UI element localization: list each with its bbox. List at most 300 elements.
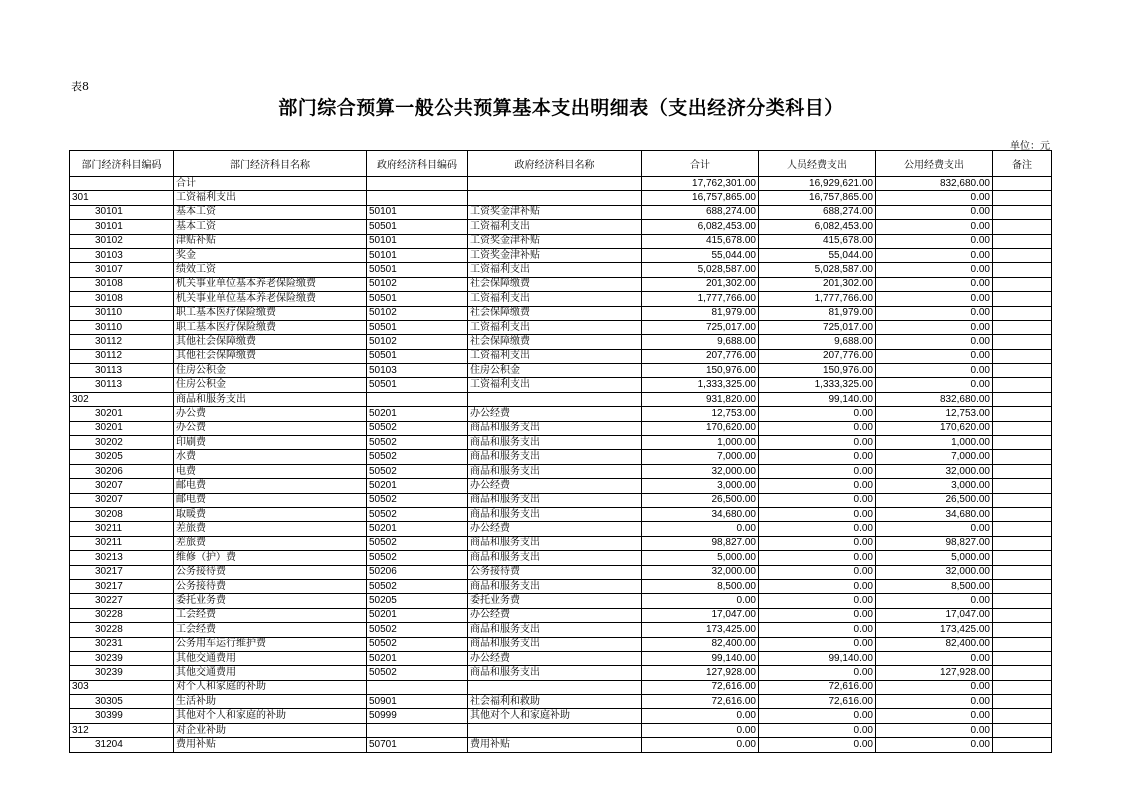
- cell-gov-name: 商品和服务支出: [468, 450, 642, 464]
- cell-gov-code: 50501: [367, 349, 468, 363]
- cell-dept-code: 30102: [70, 234, 174, 248]
- cell-gov-name: 工资奖金津补贴: [468, 205, 642, 219]
- cell-dept-name: 绩效工资: [174, 263, 367, 277]
- cell-gov-code: 50502: [367, 579, 468, 593]
- table-row: [70, 320, 1052, 334]
- cell-remark: [993, 378, 1052, 392]
- cell-gov-code: 50502: [367, 493, 468, 507]
- cell-personnel: 9,688.00: [759, 335, 876, 349]
- cell-dept-name: 机关事业单位基本养老保险缴费: [174, 277, 367, 291]
- cell-personnel: 688,274.00: [759, 205, 876, 219]
- cell-dept-name: 合计: [174, 177, 367, 191]
- cell-dept-name: 印刷费: [174, 436, 367, 450]
- cell-personnel: 0.00: [759, 623, 876, 637]
- cell-public: 0.00: [876, 306, 993, 320]
- cell-total: 150,976.00: [642, 364, 759, 378]
- cell-total: 12,753.00: [642, 407, 759, 421]
- cell-total: 98,827.00: [642, 536, 759, 550]
- cell-public: 173,425.00: [876, 623, 993, 637]
- cell-dept-name: 机关事业单位基本养老保险缴费: [174, 292, 367, 306]
- cell-dept-name: 工会经费: [174, 623, 367, 637]
- table-row: [70, 349, 1052, 363]
- cell-remark: [993, 651, 1052, 665]
- table-row: [70, 277, 1052, 291]
- header-public: 公用经费支出: [876, 151, 993, 177]
- cell-public: 0.00: [876, 248, 993, 262]
- cell-remark: [993, 335, 1052, 349]
- table-row: [70, 248, 1052, 262]
- cell-gov-code: 50103: [367, 364, 468, 378]
- cell-public: 0.00: [876, 349, 993, 363]
- table-row: [70, 507, 1052, 521]
- cell-personnel: 0.00: [759, 551, 876, 565]
- table-row: [70, 551, 1052, 565]
- cell-dept-code: 30231: [70, 637, 174, 651]
- cell-public: 32,000.00: [876, 565, 993, 579]
- table-row: [70, 536, 1052, 550]
- cell-personnel: 99,140.00: [759, 392, 876, 406]
- header-gov-name: 政府经济科目名称: [468, 151, 642, 177]
- table-row: [70, 695, 1052, 709]
- cell-public: 98,827.00: [876, 536, 993, 550]
- cell-remark: [993, 205, 1052, 219]
- cell-public: 0.00: [876, 709, 993, 723]
- unit-label: 单位：元: [1010, 141, 1050, 152]
- cell-personnel: 16,929,621.00: [759, 177, 876, 191]
- table-row: [70, 623, 1052, 637]
- cell-personnel: 1,777,766.00: [759, 292, 876, 306]
- cell-gov-name: 费用补贴: [468, 738, 642, 752]
- cell-public: 5,000.00: [876, 551, 993, 565]
- cell-personnel: 1,333,325.00: [759, 378, 876, 392]
- budget-detail-table: [69, 150, 1052, 753]
- cell-public: 26,500.00: [876, 493, 993, 507]
- cell-personnel: 0.00: [759, 594, 876, 608]
- cell-dept-code: 30205: [70, 450, 174, 464]
- cell-gov-name: 社会福利和救助: [468, 695, 642, 709]
- table-row: [70, 436, 1052, 450]
- cell-total: 32,000.00: [642, 565, 759, 579]
- table-row: [70, 579, 1052, 593]
- cell-total: 1,333,325.00: [642, 378, 759, 392]
- header-dept-code: 部门经济科目编码: [70, 151, 174, 177]
- cell-dept-name: 住房公积金: [174, 378, 367, 392]
- cell-dept-code: 30228: [70, 623, 174, 637]
- table-row: [70, 234, 1052, 248]
- cell-gov-name: 商品和服务支出: [468, 551, 642, 565]
- cell-remark: [993, 407, 1052, 421]
- cell-dept-name: 公务用车运行维护费: [174, 637, 367, 651]
- cell-total: 0.00: [642, 594, 759, 608]
- cell-public: 7,000.00: [876, 450, 993, 464]
- cell-public: 0.00: [876, 335, 993, 349]
- cell-total: 8,500.00: [642, 579, 759, 593]
- cell-dept-name: 职工基本医疗保险缴费: [174, 320, 367, 334]
- cell-personnel: 5,028,587.00: [759, 263, 876, 277]
- cell-personnel: 0.00: [759, 579, 876, 593]
- cell-personnel: 72,616.00: [759, 695, 876, 709]
- cell-dept-code: [70, 177, 174, 191]
- cell-dept-name: 工资福利支出: [174, 191, 367, 205]
- cell-gov-code: [367, 177, 468, 191]
- cell-gov-name: 工资福利支出: [468, 263, 642, 277]
- table-row: [70, 709, 1052, 723]
- table-row: [70, 292, 1052, 306]
- cell-gov-name: [468, 723, 642, 737]
- cell-personnel: 0.00: [759, 407, 876, 421]
- cell-remark: [993, 608, 1052, 622]
- cell-personnel: 0.00: [759, 565, 876, 579]
- cell-dept-name: 其他社会保障缴费: [174, 349, 367, 363]
- cell-gov-name: 商品和服务支出: [468, 666, 642, 680]
- table-row: [70, 306, 1052, 320]
- cell-gov-code: 50501: [367, 320, 468, 334]
- cell-dept-code: 30107: [70, 263, 174, 277]
- cell-dept-code: 30211: [70, 522, 174, 536]
- cell-remark: [993, 464, 1052, 478]
- cell-public: 17,047.00: [876, 608, 993, 622]
- cell-gov-code: 50999: [367, 709, 468, 723]
- cell-gov-code: [367, 723, 468, 737]
- cell-total: 0.00: [642, 738, 759, 752]
- cell-remark: [993, 507, 1052, 521]
- cell-gov-name: 社会保障缴费: [468, 306, 642, 320]
- cell-dept-code: 30202: [70, 436, 174, 450]
- cell-total: 173,425.00: [642, 623, 759, 637]
- cell-gov-name: 商品和服务支出: [468, 507, 642, 521]
- cell-dept-name: 邮电费: [174, 479, 367, 493]
- cell-remark: [993, 493, 1052, 507]
- cell-dept-code: 30217: [70, 565, 174, 579]
- cell-dept-code: 30103: [70, 248, 174, 262]
- cell-total: 16,757,865.00: [642, 191, 759, 205]
- cell-total: 201,302.00: [642, 277, 759, 291]
- header-gov-code: 政府经济科目编码: [367, 151, 468, 177]
- cell-gov-code: 50502: [367, 421, 468, 435]
- cell-dept-name: 津贴补贴: [174, 234, 367, 248]
- cell-total: 1,000.00: [642, 436, 759, 450]
- cell-gov-code: [367, 680, 468, 694]
- cell-gov-code: 50201: [367, 407, 468, 421]
- cell-dept-code: 30228: [70, 608, 174, 622]
- cell-remark: [993, 191, 1052, 205]
- cell-personnel: 0.00: [759, 436, 876, 450]
- cell-public: 1,000.00: [876, 436, 993, 450]
- cell-total: 6,082,453.00: [642, 220, 759, 234]
- cell-gov-name: 工资福利支出: [468, 220, 642, 234]
- table-row: [70, 205, 1052, 219]
- cell-gov-name: 商品和服务支出: [468, 637, 642, 651]
- cell-remark: [993, 680, 1052, 694]
- cell-gov-name: 工资福利支出: [468, 349, 642, 363]
- cell-remark: [993, 392, 1052, 406]
- table-row: [70, 407, 1052, 421]
- cell-dept-name: 邮电费: [174, 493, 367, 507]
- cell-public: 0.00: [876, 723, 993, 737]
- cell-public: 0.00: [876, 594, 993, 608]
- header-remark: 备注: [993, 151, 1052, 177]
- cell-total: 0.00: [642, 723, 759, 737]
- cell-remark: [993, 709, 1052, 723]
- cell-personnel: 0.00: [759, 464, 876, 478]
- cell-gov-code: 50502: [367, 536, 468, 550]
- cell-gov-name: 公务接待费: [468, 565, 642, 579]
- cell-remark: [993, 292, 1052, 306]
- cell-total: 127,928.00: [642, 666, 759, 680]
- cell-gov-name: 工资奖金津补贴: [468, 234, 642, 248]
- cell-remark: [993, 565, 1052, 579]
- cell-remark: [993, 738, 1052, 752]
- cell-gov-code: 50205: [367, 594, 468, 608]
- cell-dept-name: 其他交通费用: [174, 666, 367, 680]
- cell-gov-code: [367, 191, 468, 205]
- cell-gov-code: 50501: [367, 292, 468, 306]
- table-row: [70, 637, 1052, 651]
- cell-personnel: 0.00: [759, 666, 876, 680]
- cell-gov-code: 50101: [367, 205, 468, 219]
- cell-dept-code: 30207: [70, 479, 174, 493]
- cell-personnel: 72,616.00: [759, 680, 876, 694]
- table-row: [70, 335, 1052, 349]
- cell-gov-name: 其他对个人和家庭补助: [468, 709, 642, 723]
- cell-dept-code: 30110: [70, 320, 174, 334]
- cell-dept-code: 30201: [70, 421, 174, 435]
- cell-personnel: 0.00: [759, 536, 876, 550]
- page-title: 部门综合预算一般公共预算基本支出明细表（支出经济分类科目）: [278, 97, 844, 119]
- cell-personnel: 16,757,865.00: [759, 191, 876, 205]
- cell-gov-code: 50201: [367, 651, 468, 665]
- cell-public: 32,000.00: [876, 464, 993, 478]
- cell-total: 55,044.00: [642, 248, 759, 262]
- cell-dept-code: 301: [70, 191, 174, 205]
- cell-remark: [993, 364, 1052, 378]
- table-row: [70, 522, 1052, 536]
- cell-dept-name: 公务接待费: [174, 579, 367, 593]
- cell-total: 1,777,766.00: [642, 292, 759, 306]
- cell-gov-code: 50501: [367, 220, 468, 234]
- cell-gov-code: 50101: [367, 234, 468, 248]
- cell-public: 0.00: [876, 205, 993, 219]
- cell-gov-name: [468, 177, 642, 191]
- cell-public: 82,400.00: [876, 637, 993, 651]
- cell-remark: [993, 637, 1052, 651]
- cell-dept-code: 30113: [70, 364, 174, 378]
- cell-remark: [993, 522, 1052, 536]
- cell-public: 0.00: [876, 522, 993, 536]
- cell-gov-name: 商品和服务支出: [468, 464, 642, 478]
- cell-public: 0.00: [876, 292, 993, 306]
- cell-public: 832,680.00: [876, 177, 993, 191]
- cell-dept-name: 差旅费: [174, 536, 367, 550]
- cell-dept-name: 差旅费: [174, 522, 367, 536]
- cell-gov-code: 50502: [367, 450, 468, 464]
- cell-public: 0.00: [876, 651, 993, 665]
- cell-total: 170,620.00: [642, 421, 759, 435]
- cell-gov-name: [468, 392, 642, 406]
- cell-dept-name: 其他交通费用: [174, 651, 367, 665]
- cell-dept-name: 电费: [174, 464, 367, 478]
- cell-gov-code: 50501: [367, 263, 468, 277]
- cell-remark: [993, 436, 1052, 450]
- cell-dept-name: 委托业务费: [174, 594, 367, 608]
- cell-dept-name: 办公费: [174, 407, 367, 421]
- table-row: [70, 493, 1052, 507]
- cell-gov-code: 50102: [367, 306, 468, 320]
- cell-personnel: 81,979.00: [759, 306, 876, 320]
- cell-dept-name: 奖金: [174, 248, 367, 262]
- cell-dept-code: 30217: [70, 579, 174, 593]
- cell-total: 931,820.00: [642, 392, 759, 406]
- cell-dept-code: 30305: [70, 695, 174, 709]
- table-row: [70, 378, 1052, 392]
- cell-remark: [993, 479, 1052, 493]
- cell-dept-code: 30113: [70, 378, 174, 392]
- cell-gov-name: [468, 680, 642, 694]
- cell-gov-code: 50502: [367, 436, 468, 450]
- cell-personnel: 725,017.00: [759, 320, 876, 334]
- cell-public: 12,753.00: [876, 407, 993, 421]
- cell-public: 0.00: [876, 234, 993, 248]
- table-row: [70, 608, 1052, 622]
- cell-public: 3,000.00: [876, 479, 993, 493]
- cell-personnel: 55,044.00: [759, 248, 876, 262]
- cell-dept-code: 30213: [70, 551, 174, 565]
- cell-total: 26,500.00: [642, 493, 759, 507]
- table-row: [70, 680, 1052, 694]
- cell-public: 8,500.00: [876, 579, 993, 593]
- cell-gov-code: 50502: [367, 623, 468, 637]
- cell-total: 99,140.00: [642, 651, 759, 665]
- cell-public: 0.00: [876, 680, 993, 694]
- cell-gov-name: 住房公积金: [468, 364, 642, 378]
- cell-gov-name: 商品和服务支出: [468, 421, 642, 435]
- table-row: [70, 565, 1052, 579]
- cell-total: 81,979.00: [642, 306, 759, 320]
- cell-gov-name: 办公经费: [468, 407, 642, 421]
- header-dept-name: 部门经济科目名称: [174, 151, 367, 177]
- cell-dept-code: 30112: [70, 335, 174, 349]
- cell-personnel: 150,976.00: [759, 364, 876, 378]
- cell-gov-name: 商品和服务支出: [468, 436, 642, 450]
- cell-personnel: 415,678.00: [759, 234, 876, 248]
- cell-gov-code: 50701: [367, 738, 468, 752]
- cell-dept-code: 31204: [70, 738, 174, 752]
- cell-gov-name: 工资福利支出: [468, 320, 642, 334]
- cell-total: 17,047.00: [642, 608, 759, 622]
- cell-total: 0.00: [642, 709, 759, 723]
- table-row: [70, 177, 1052, 191]
- cell-gov-name: 办公经费: [468, 522, 642, 536]
- cell-dept-name: 基本工资: [174, 205, 367, 219]
- cell-gov-name: 工资福利支出: [468, 292, 642, 306]
- cell-total: 0.00: [642, 522, 759, 536]
- cell-remark: [993, 320, 1052, 334]
- cell-remark: [993, 248, 1052, 262]
- cell-gov-code: 50502: [367, 666, 468, 680]
- table-row: [70, 738, 1052, 752]
- cell-gov-name: 办公经费: [468, 651, 642, 665]
- cell-dept-code: 30101: [70, 220, 174, 234]
- cell-dept-name: 其他对个人和家庭的补助: [174, 709, 367, 723]
- cell-remark: [993, 695, 1052, 709]
- cell-remark: [993, 450, 1052, 464]
- cell-public: 0.00: [876, 220, 993, 234]
- cell-gov-name: 委托业务费: [468, 594, 642, 608]
- cell-total: 688,274.00: [642, 205, 759, 219]
- cell-gov-name: 社会保障缴费: [468, 277, 642, 291]
- cell-gov-code: 50201: [367, 522, 468, 536]
- cell-remark: [993, 421, 1052, 435]
- cell-public: 170,620.00: [876, 421, 993, 435]
- cell-personnel: 0.00: [759, 522, 876, 536]
- cell-gov-name: [468, 191, 642, 205]
- table-row: [70, 191, 1052, 205]
- cell-public: 0.00: [876, 277, 993, 291]
- cell-total: 5,028,587.00: [642, 263, 759, 277]
- cell-personnel: 99,140.00: [759, 651, 876, 665]
- cell-total: 5,000.00: [642, 551, 759, 565]
- cell-dept-code: 302: [70, 392, 174, 406]
- cell-dept-code: 30399: [70, 709, 174, 723]
- cell-personnel: 0.00: [759, 421, 876, 435]
- cell-dept-code: 30101: [70, 205, 174, 219]
- cell-dept-code: 30227: [70, 594, 174, 608]
- table-number-label: 表8: [71, 80, 89, 93]
- cell-gov-code: 50901: [367, 695, 468, 709]
- cell-remark: [993, 306, 1052, 320]
- cell-dept-code: 30211: [70, 536, 174, 550]
- cell-total: 34,680.00: [642, 507, 759, 521]
- cell-public: 0.00: [876, 364, 993, 378]
- cell-gov-name: 办公经费: [468, 479, 642, 493]
- cell-gov-name: 办公经费: [468, 608, 642, 622]
- cell-dept-code: 303: [70, 680, 174, 694]
- table-row: [70, 450, 1052, 464]
- cell-dept-name: 取暖费: [174, 507, 367, 521]
- cell-public: 127,928.00: [876, 666, 993, 680]
- header-total: 合计: [642, 151, 759, 177]
- cell-personnel: 0.00: [759, 738, 876, 752]
- cell-remark: [993, 594, 1052, 608]
- cell-public: 0.00: [876, 738, 993, 752]
- cell-remark: [993, 263, 1052, 277]
- cell-dept-name: 费用补贴: [174, 738, 367, 752]
- cell-dept-name: 办公费: [174, 421, 367, 435]
- cell-gov-code: [367, 392, 468, 406]
- cell-dept-code: 30239: [70, 666, 174, 680]
- cell-total: 9,688.00: [642, 335, 759, 349]
- cell-gov-code: 50502: [367, 464, 468, 478]
- cell-personnel: 0.00: [759, 709, 876, 723]
- header-personnel: 人员经费支出: [759, 151, 876, 177]
- cell-public: 0.00: [876, 378, 993, 392]
- cell-dept-name: 其他社会保障缴费: [174, 335, 367, 349]
- cell-dept-name: 工会经费: [174, 608, 367, 622]
- table-row: [70, 666, 1052, 680]
- cell-gov-code: 50502: [367, 637, 468, 651]
- cell-remark: [993, 177, 1052, 191]
- cell-total: 32,000.00: [642, 464, 759, 478]
- cell-dept-code: 30201: [70, 407, 174, 421]
- table-row: [70, 364, 1052, 378]
- cell-total: 82,400.00: [642, 637, 759, 651]
- cell-personnel: 0.00: [759, 450, 876, 464]
- cell-dept-name: 商品和服务支出: [174, 392, 367, 406]
- cell-dept-name: 住房公积金: [174, 364, 367, 378]
- cell-gov-code: 50502: [367, 551, 468, 565]
- cell-gov-name: 商品和服务支出: [468, 579, 642, 593]
- cell-dept-name: 生活补助: [174, 695, 367, 709]
